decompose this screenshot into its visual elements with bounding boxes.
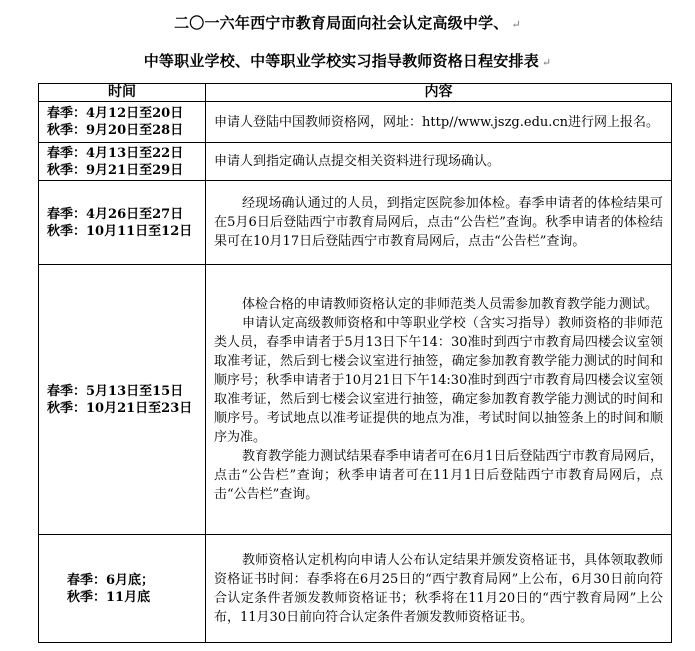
autumn-date: 秋季：10月21日至23日 [47, 400, 193, 416]
page-title-line-2: 中等职业学校、中等职业学校实习指导教师资格日程安排表 ↵ [143, 52, 552, 70]
table-row [39, 181, 672, 265]
table-row [39, 535, 672, 643]
content-cell [206, 535, 672, 643]
content-cell [206, 181, 672, 265]
page-title-line-1: 二〇一六年西宁市教育局面向社会认定高级中学、 ↵ [174, 14, 521, 32]
autumn-date: 秋季：10月11日至12日 [47, 223, 193, 239]
table-row [39, 265, 672, 535]
time-cell [39, 102, 206, 143]
schedule-table [38, 83, 672, 643]
time-cell [39, 181, 206, 265]
header-time: 时间 [39, 84, 206, 102]
header-content: 内容 [206, 84, 672, 102]
time-cell [39, 143, 206, 181]
content-paragraph: 申请认定高级教师资格和中等职业学校（含实习指导）教师资格的非师范类人员，春季申请者于5月13日下午14：30准时到西宁市教育局四楼会议室领取准考证，然后到七楼会议室进行抽签，确定参加教育教学能力测试的时间和顺序号；秋季申请者于10月21日下午14:30准时到西宁市教育局四楼会议室领取准考证，然后到七楼会议室进行抽签，确定参加教育教学能力测试的时间和顺序号。考试地点以准考证提供的地点为准，考试时间以抽签条上的时间和顺序为准。 [214, 316, 663, 445]
content-paragraph: 申请人登陆中国教师资格网，网址：http//www.jszg.edu.cn进行网上报名。 [214, 114, 660, 130]
content-paragraph: 教育教学能力测试结果春季申请者可在6月1日后登陆西宁市教育局网后，点击“公告栏”查询；秋季申请者可在11月1日后登陆西宁市教育局网后，点击“公告栏”查询。 [214, 449, 663, 502]
autumn-date: 秋季：11月底 [67, 589, 151, 605]
content-paragraph: 教师资格认定机构向申请人公布认定结果并颁发资格证书，具体领取教师资格证书时间：春季将在6月25日的“西宁教育局网”上公布，6月30日前向符合认定条件者颁发教师资格证书；秋季将在11月20日的“西宁教育局网”上公布，11月30日前向符合认定条件者颁发教师资格证书。 [214, 552, 663, 625]
spring-date: 春季：6月底； [67, 572, 155, 588]
content-cell [206, 102, 672, 143]
spring-date: 春季：4月12日至20日 [47, 106, 184, 121]
content-cell [206, 265, 672, 535]
time-cell [39, 265, 206, 535]
spring-date: 春季：4月26日至27日 [47, 206, 184, 222]
content-paragraph: 申请人到指定确认点提交相关资料进行现场确认。 [214, 154, 501, 169]
content-paragraph: 体检合格的申请教师资格认定的非师范类人员需参加教育教学能力测试。 [242, 297, 659, 312]
table-row [39, 102, 672, 143]
autumn-date: 秋季：9月21日至29日 [47, 162, 184, 178]
autumn-date: 秋季：9月20日至28日 [47, 123, 184, 138]
content-paragraph: 经现场确认通过的人员，到指定医院参加体检。春季申请者的体检结果可在5月6日后登陆西宁市教育局网后，点击“公告栏”查询。秋季申请者的体检结果可在10月17日后登陆西宁市教育局网后，点击“公告栏”查询。 [214, 196, 663, 249]
spring-date: 春季：4月13日至22日 [47, 145, 184, 161]
table-row [39, 143, 672, 181]
content-cell [206, 143, 672, 181]
time-cell [39, 535, 206, 643]
spring-date: 春季：5月13日至15日 [47, 383, 184, 399]
table-header-row [39, 84, 672, 102]
